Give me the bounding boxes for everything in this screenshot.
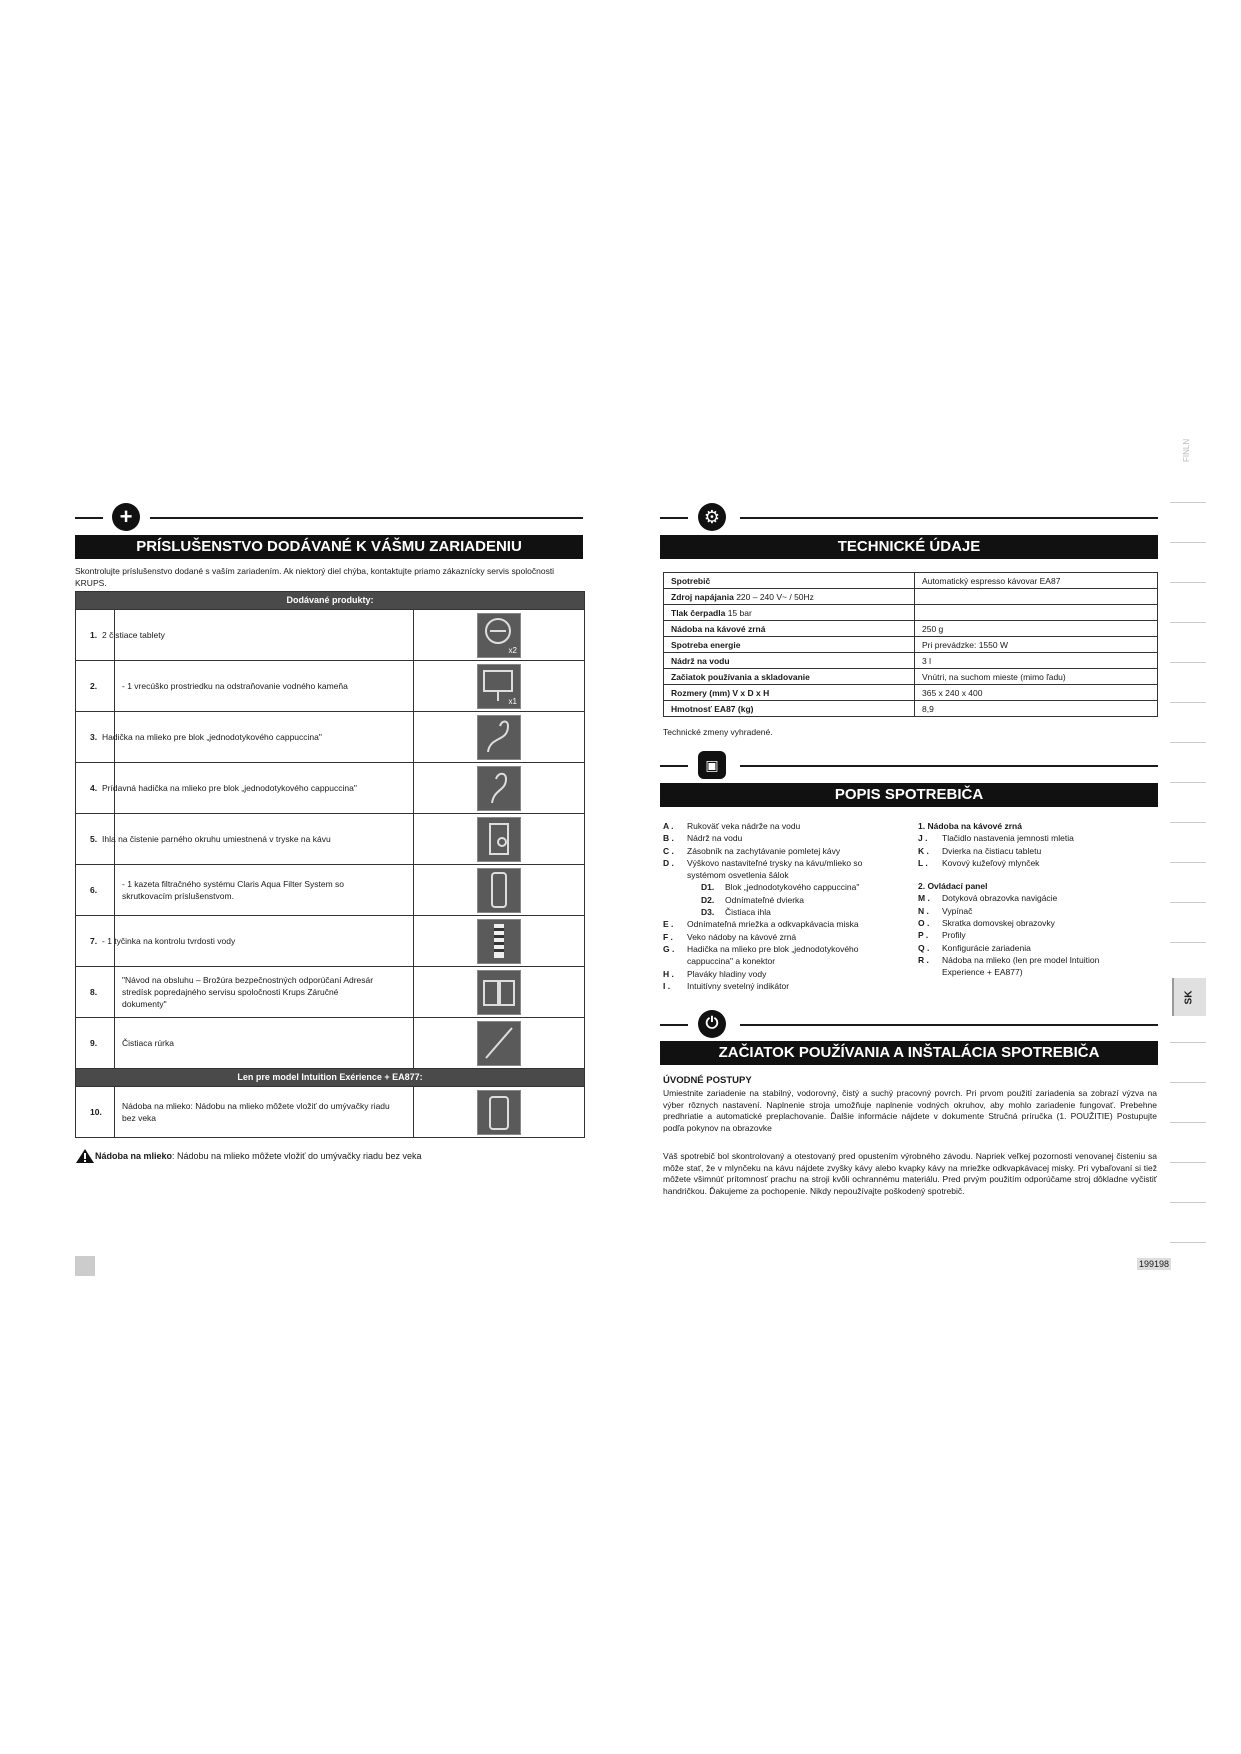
tech-value: Vnútri, na suchom mieste (mimo ľadu) <box>915 669 1158 685</box>
start-para1: Umiestnite zariadenie na stabilný, vodorovný, čistý a suchý pracovný povrch. Pri prvom použití zariadenia sa zobrazí výzva na výber rôznych nastavení. Naplnenie stroja umožňuje naplnenie vodných okruhov, aby mohlo zariadenie fungovať. Prebehne predhriatie a automatické preplachovanie. Ďalšie informácie nájdete v dokumente Stručná príručka (1. POUŽITIE) Postupujte podľa pokynov na obrazovke <box>663 1088 1157 1133</box>
item-text: - 1 vrecúško prostriedku na odstraňovanie vodného kameňa <box>122 681 348 691</box>
tech-rule-right <box>740 517 1158 519</box>
language-tab-label: SK <box>1183 990 1195 1005</box>
page-corner-mark <box>75 1256 95 1276</box>
tech-label: Začiatok používania a skladovanie <box>664 669 915 685</box>
tech-label: Hmotnosť EA87 (kg) <box>664 701 915 717</box>
popis-title: POPIS SPOTREBIČA <box>660 783 1158 807</box>
list-item: R . Nádoba na mlieko (len pre model Intuition Experience + EA877) <box>918 954 1100 978</box>
item-number: 5. <box>90 834 98 844</box>
milk-jug-icon <box>477 1090 521 1135</box>
table-row <box>664 589 1158 605</box>
list-item: K . Dvierka na čistiacu tabletu <box>918 845 1042 856</box>
list-item: L . Kovový kužeľový mlynček <box>918 857 1040 868</box>
tech-label: Nádrž na vodu <box>664 653 915 669</box>
accessories-table-header: Dodávané produkty: <box>76 592 584 609</box>
item-text: "Návod na obsluhu – Brožúra bezpečnostných odporúčaní Adresár stredísk popredajného servisu spoločnosti Krups Záručné dokumenty" <box>122 975 374 1009</box>
list-item: N . Vypínač <box>918 905 973 916</box>
tech-value: Pri prevádzke: 1550 W <box>915 637 1158 653</box>
item-number: 9. <box>90 1038 98 1048</box>
item-number: 2. <box>90 681 98 691</box>
cleaning-needle-icon <box>477 817 521 862</box>
warning-icon <box>75 1148 95 1164</box>
plus-icon: + <box>112 503 140 531</box>
popis-rule-right <box>740 765 1158 767</box>
list-item: J . Tlačidlo nastavenia jemnosti mletia <box>918 833 1074 844</box>
accessories-table <box>75 591 585 1138</box>
list-item: D1. Blok „jednodotykového cappuccina" <box>701 882 860 893</box>
start-rule-left <box>660 1024 688 1026</box>
descaling-sachet-icon <box>477 664 521 709</box>
machine-icon: ▣ <box>698 751 726 779</box>
table-row <box>664 669 1158 685</box>
popis-rule-left <box>660 765 688 767</box>
accessories-title: PRÍSLUŠENSTVO DODÁVANÉ K VÁŠMU ZARIADENIU <box>75 535 583 559</box>
list-item: E . Odnímateľná mriežka a odkvapkávacia miska <box>663 919 859 930</box>
warning-bold: Nádoba na mlieko <box>95 1151 173 1161</box>
item-text: Prídavná hadička na mlieko pre blok „jednodotykového cappuccina" <box>102 783 357 793</box>
table-row <box>76 915 584 966</box>
popis-left-list <box>663 820 903 992</box>
table-row <box>76 1086 584 1137</box>
list-item: F . Veko nádoby na kávové zrná <box>663 931 797 942</box>
list-item: P . Profily <box>918 930 966 941</box>
tech-note: Technické zmeny vyhradené. <box>663 727 773 737</box>
tech-label-extra: 220 – 240 V~ / 50Hz <box>733 591 814 602</box>
tech-value: 3 l <box>915 653 1158 669</box>
item-number: 3. <box>90 732 98 742</box>
item-text: Nádoba na mlieko: Nádobu na mlieko môžete vložiť do umývačky riadu bez veka <box>122 1101 390 1123</box>
tech-value <box>915 589 1158 605</box>
table-row <box>664 637 1158 653</box>
tech-title: TECHNICKÉ ÚDAJE <box>660 535 1158 559</box>
warning-note <box>75 1148 422 1164</box>
list-item: O . Skratka domovskej obrazovky <box>918 918 1055 929</box>
list-item: C . Zásobník na zachytávanie pomletej kávy <box>663 845 841 856</box>
table-row <box>76 762 584 813</box>
table-row <box>664 605 1158 621</box>
table-row <box>76 660 584 711</box>
start-rule-right <box>740 1024 1158 1026</box>
table-row <box>664 653 1158 669</box>
item-number: 7. <box>90 936 98 946</box>
tech-value: 365 x 240 x 400 <box>915 685 1158 701</box>
cleaning-tablet-icon <box>477 613 521 658</box>
tech-label-extra: 15 bar <box>725 607 752 618</box>
left-header-rule-right <box>150 517 583 519</box>
table-row <box>664 701 1158 717</box>
item-text: Čistiaca rúrka <box>122 1038 174 1048</box>
tech-label: Rozmery (mm) V x D x H <box>664 685 915 701</box>
table-row <box>76 813 584 864</box>
item-number: 10. <box>90 1107 102 1117</box>
tech-label: Zdroj napájania <box>671 591 734 602</box>
item-text: 2 čistiace tablety <box>102 630 165 640</box>
filter-cartridge-icon <box>477 868 521 913</box>
table-row <box>76 609 584 660</box>
quantity-badge: x1 <box>508 697 517 706</box>
item-text: Ihla na čistenie parného okruhu umiestnená v tryske na kávu <box>102 834 331 844</box>
item-number: 1. <box>90 630 98 640</box>
milk-hose-icon <box>477 715 521 760</box>
start-para2: Váš spotrebič bol skontrolovaný a otestovaný pred opustením výrobného závodu. Napriek veľkej pozornosti venovanej čisteniu sa môže stať, že v mlynčeku na kávu nájdete zvyšky kávy alebo kvapky kávy na mriežke odkvapkávacej misky. Pri vybaľovaní si tiež môžete všimnúť prítomnosť prachu na stroji kvôli ochrannému materiálu. Pred prvým použitím odporúčame stroj dôkladne vyčistiť handričkou. Ďakujeme za pochopenie. Nikdy nepoužívajte poškodený spotrebič. <box>663 1151 1157 1196</box>
tech-value <box>915 605 1158 621</box>
test-strip-icon <box>477 919 521 964</box>
side-top-label: FINLN <box>1182 438 1191 462</box>
popis-right-list <box>918 820 1138 979</box>
list-item: B . Nádrž na vodu <box>663 833 743 844</box>
item-number: 4. <box>90 783 98 793</box>
list-item: M . Dotyková obrazovka navigácie <box>918 893 1058 904</box>
start-subtitle: ÚVODNÉ POSTUPY <box>663 1075 752 1086</box>
item-number: 8. <box>90 987 98 997</box>
tech-table <box>663 572 1158 717</box>
language-tab-sk[interactable] <box>1172 978 1206 1016</box>
cleaning-tube-icon <box>477 1021 521 1066</box>
item-text: - 1 tyčinka na kontrolu tvrdosti vody <box>102 936 236 946</box>
tech-value: Automatický espresso kávovar EA87 <box>915 573 1158 589</box>
left-header-rule-left <box>75 517 103 519</box>
item-number: 6. <box>90 885 98 895</box>
model-only-header: Len pre model Intuition Exérience + EA877: <box>76 1068 584 1086</box>
list-item: A . Rukoväť veka nádrže na vodu <box>663 821 801 831</box>
list-item: I . Intuitívny svetelný indikátor <box>663 980 790 991</box>
tech-label: Nádoba na kávové zrná <box>664 621 915 637</box>
accessories-intro: Skontrolujte príslušenstvo dodané s vaším zariadením. Ak niektorý diel chýba, kontaktujte priamo zákaznícky servis spoločnosti KRUPS. <box>75 566 555 588</box>
table-row <box>664 621 1158 637</box>
tech-label: Tlak čerpadla <box>671 607 726 618</box>
group-title: 1. Nádoba na kávové zrná <box>918 821 1022 831</box>
group-title: 2. Ovládací panel <box>918 881 988 892</box>
list-item: H . Plaváky hladiny vody <box>663 968 767 979</box>
quantity-badge: x2 <box>508 646 517 655</box>
power-icon: ⏻ <box>698 1010 726 1038</box>
list-item: D2. Odnímateľné dvierka <box>701 894 805 905</box>
table-row <box>76 864 584 915</box>
table-row <box>664 573 1158 589</box>
manual-book-icon <box>477 970 521 1015</box>
list-item: D . Výškovo nastaviteľné trysky na kávu/mlieko so systémom osvetlenia šálok <box>663 857 863 881</box>
extra-milk-hose-icon <box>477 766 521 811</box>
table-row <box>76 1017 584 1068</box>
tech-value: 8,9 <box>915 701 1158 717</box>
page-numbers: 199198 <box>1139 1259 1170 1269</box>
list-item: D3. Čistiaca ihla <box>701 907 771 918</box>
item-text: - 1 kazeta filtračného systému Claris Aqua Filter System so skrutkovacím príslušenstvom. <box>122 879 345 901</box>
list-item: Q . Konfigurácie zariadenia <box>918 942 1031 953</box>
tech-label: Spotreba energie <box>664 637 915 653</box>
gear-icon: ⚙ <box>698 503 726 531</box>
table-row <box>76 966 584 1017</box>
list-item: G . Hadička na mlieko pre blok „jednodotykového cappuccina" a konektor <box>663 943 859 967</box>
table-row <box>664 685 1158 701</box>
start-title: ZAČIATOK POUŽÍVANIA A INŠTALÁCIA SPOTREBIČA <box>660 1041 1158 1065</box>
tech-rule-left <box>660 517 688 519</box>
warning-text: : Nádobu na mlieko môžete vložiť do umývačky riadu bez veka <box>172 1151 422 1161</box>
tech-label: Spotrebič <box>664 573 915 589</box>
item-text: Hadička na mlieko pre blok „jednodotykového cappuccina" <box>102 732 322 742</box>
tech-value: 250 g <box>915 621 1158 637</box>
table-row <box>76 711 584 762</box>
